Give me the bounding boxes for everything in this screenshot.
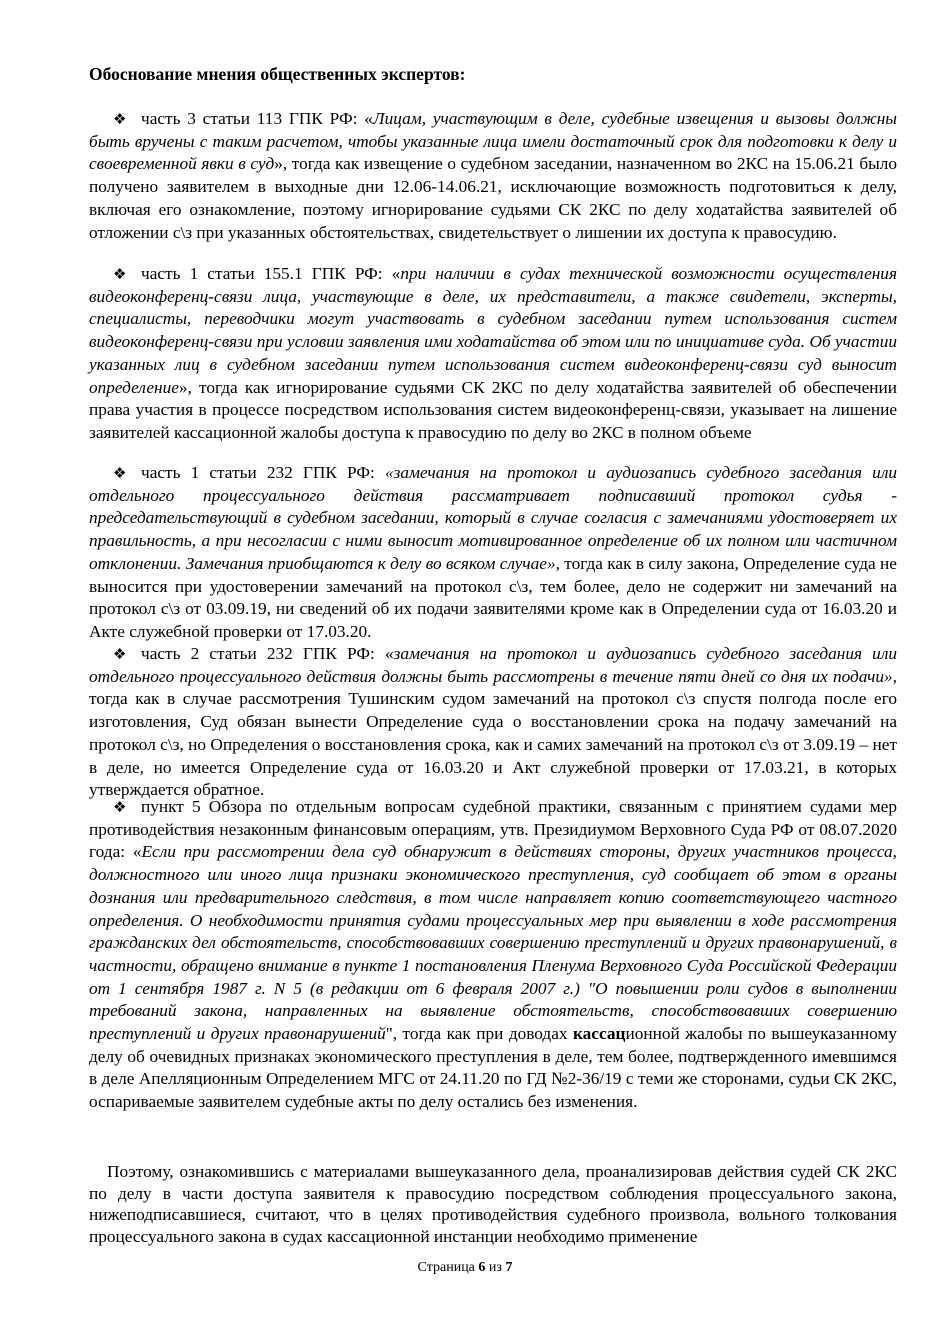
paragraph-tail: », тогда как игнорирование судьями СК 2КС по делу ходатайства заявителей об обеспечении права участия в процессе посредством использования систем видеоконференц-связи, указывает на лишение заявителей кассационной жалобы доступа к правосудию по делу во 2КС в полном объеме xyxy=(89,377,897,442)
paragraph-tail: , тогда как в силу закона, Определение суда не выносится при удостоверении замечаний на протокол с\з, тем более, дело не содержит ни замечаний на протокол с\з от 03.09.19, ни сведений об их подачи заявителями кроме как в Определении суда от 16.03.20 и Акте служебной проверки от 17.03.20. xyxy=(89,553,897,641)
paragraph-tail: тогда как в случае рассмотрения Тушинским судом замечаний на протокол с\з спустя полгода после его изготовления, Суд обязан вынести Определение суда о восстановлении срока на подачу замечаний на протокол с\з, но Определения о восстановления срока, как и самих замечаний на протокол с\з от 3.09.19 – нет в деле, но имеется Определение суда от 16.03.20 и Акт служебной проверки от 17.03.21, в которых утверждается обратное. xyxy=(89,689,897,800)
paragraph-art232-1 xyxy=(89,462,897,644)
paragraph-quote: Лицам, участвующим в деле, судебные извещения и вызовы должны быть вручены с таким расчетом, чтобы указанные лица имели достаточный срок для подготовки к делу и своевременной явки в суд xyxy=(89,109,897,174)
footer-middle: из xyxy=(485,1260,506,1275)
paragraph-lead: часть 1 статьи 232 ГПК РФ: xyxy=(141,463,385,482)
conclusion-paragraph: Поэтому, ознакомившись с материалами вышеуказанного дела, проанализировав действия судей СК 2КС по делу в части доступа заявителя к правосудию посредством соблюдения процессуального закона, нижеподписавшиеся, считают, что в целях противодействия судебного произвола, вольного толкования процессуального закона в судах кассационной инстанции необходимо применение xyxy=(89,1162,897,1246)
paragraph-quote: замечания на протокол и аудиозапись судебного заседания или отдельного процессуального действия должны быть рассмотрены в течение пяти дней со дня их подачи», xyxy=(89,644,897,686)
paragraph-art113 xyxy=(89,108,897,244)
diamond-bullet-icon: ❖ xyxy=(113,798,127,816)
paragraph-bold-fragment: кассац xyxy=(572,1024,626,1044)
paragraph-lead: пункт 5 Обзора по отдельным вопросам судебной практики, связанным с принятием судами мер противодействия незаконным финансовым операциям, утв. Президиумом Верховного Суда РФ от 08.07.2020 года: « xyxy=(89,797,897,862)
paragraph-quote: «замечания на протокол и аудиозапись судебного заседания или отдельного процессуального действия рассматривает подписавший протокол судья - председательствующий в судебном заседании, который в случае согласия с замечаниями удостоверяет их правильность, а при несогласии с ними выносит мотивированное определение об их полном или частичном отклонении. Замечания приобщаются к делу во всяком случае» xyxy=(89,463,897,573)
paragraph-lead: часть 1 статьи 155.1 ГПК РФ: « xyxy=(141,264,401,283)
paragraph-quote: при наличии в судах технической возможности осуществления видеоконференц-связи лица, участвующие в деле, их представители, а также свидетели, эксперты, специалисты, переводчики могут участвовать в судебном заседании путем использования систем видеоконференц-связи при условии заявления ими ходатайства об этом или по инициативе суда. Об участии указанных лиц в судебном заседании путем использования систем видеоконференц-связи суд выносит определение xyxy=(89,264,897,397)
paragraph-art232-2 xyxy=(89,643,897,802)
footer-page-number: 6 xyxy=(478,1260,486,1275)
paragraph-tail: », тогда как извещение о судебном заседании, назначенном во 2КС на 15.06.21 было получено заявителем в выходные дни 12.06-14.06.21, исключающие возможность подготовиться к делу, включая его ознакомление, поэтому игнорирование судьями СК 2КС по делу ходатайства заявителей об отложении с\з при указанных обстоятельствах, свидетельствует о лишении их доступа к правосудию. xyxy=(89,154,897,242)
paragraph-review-item5 xyxy=(89,796,897,1114)
section-heading: Обоснование мнения общественных экспертов: xyxy=(89,64,466,84)
diamond-bullet-icon: ❖ xyxy=(113,265,127,283)
diamond-bullet-icon: ❖ xyxy=(113,645,127,663)
paragraph-art155-1 xyxy=(89,263,897,445)
paragraph-quote: Если при рассмотрении дела суд обнаружит в действиях стороны, других участников процесса, должностного или иного лица признаки экономического преступления, суд сообщает об этом в органы дознания или предварительного следствия, в том числе направляет копию соответствующего частного определения. О необходимости принятия судами процессуальных мер при выявлении в ходе рассмотрения гражданских дел обстоятельств, способствовавших совершению преступлений и других правонарушений, в частности, обращено внимание в пункте 1 постановления Пленума Верховного Суда Российской Федерации от 1 сентября 1987 г. N 5 (в редакции от 6 февраля 2007 г.) "О повышении роли судов в выполнении требований закона, направленных на выявление обстоятельств, способствовавших совершению преступлений и других правонарушений xyxy=(89,842,897,1044)
paragraph-tail: ", тогда как при доводах xyxy=(385,1024,573,1044)
paragraph-lead: часть 2 статьи 232 ГПК РФ: « xyxy=(141,644,394,663)
footer-prefix: Страница xyxy=(417,1260,479,1275)
page-footer xyxy=(0,1260,930,1276)
footer-total-pages: 7 xyxy=(505,1260,513,1275)
paragraph-lead: часть 3 статьи 113 ГПК РФ: « xyxy=(141,109,373,128)
paragraph-tail: ионной жалобы по вышеуказанному делу об очевидных признаках экономического преступления в деле, тем более, подтвержденного имевшимся в деле Апелляционным Определением МГС от 24.11.20 по ГД №2-36/19 с теми же сторонами, судьи СК 2КС, оспариваемые заявителем судебные акты по делу остались без изменения. xyxy=(89,1024,897,1112)
diamond-bullet-icon: ❖ xyxy=(113,464,127,482)
diamond-bullet-icon: ❖ xyxy=(113,110,127,128)
